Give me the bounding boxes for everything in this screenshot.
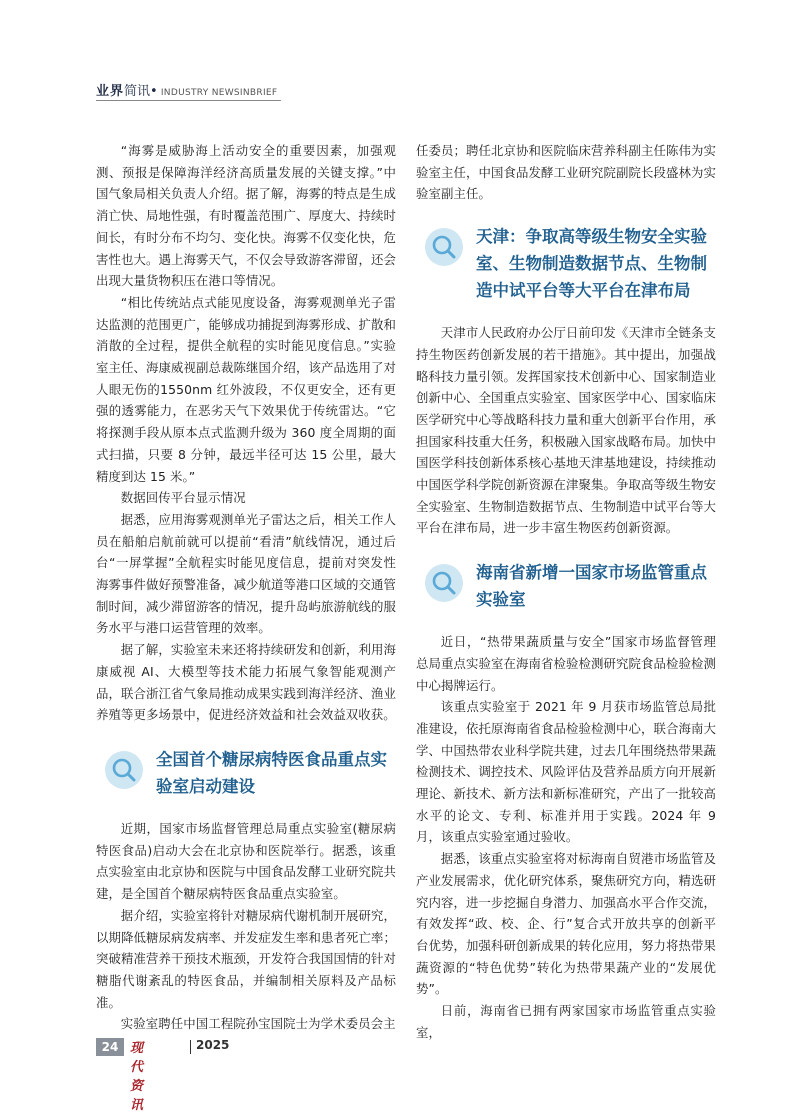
image-caption: 数据回传平台显示情况: [120, 490, 246, 506]
page-number: 24: [96, 1038, 124, 1056]
article-paragraph: “海雾是威胁海上活动安全的重要因素，加强观测、预报是保障海洋经济高质量发展的关键支撑。”中国气象局相关负责人介绍。据了解，海雾的特点是生成消亡快、局地性强，有时覆盖范围广、厚度大、持续时间长，有时分布不均匀、变化快。海雾不仅变化快，危害性也大。遇上海雾天气，不仅会导致游客滞留，还会出现大量货物积压在港口等情况。: [96, 143, 396, 289]
article-paragraph: 实验室聘任中国工程院孙宝国院士为学术委员会主: [120, 1016, 396, 1032]
magnifier-icon: [424, 563, 464, 603]
article-paragraph: 据悉，该重点实验室将对标海南自贸港市场监管及产业发展需求，优化研究体系，聚焦研究方向，精选研究内容，进一步挖掘自身潜力、加强高水平合作交流，有效发挥“政、校、企、行”复合式开放共享的创新平台优势，加强科研创新成果的转化应用，努力将热带果蔬资源的“特色优势”转化为热带果蔬产业的“发展优势”。: [416, 851, 716, 997]
article-paragraph: 近期，国家市场监督管理总局重点实验室(糖尿病特医食品)启动大会在北京协和医院举行。据悉，该重点实验室由北京协和医院与中国食品发酵工业研究院共建，是全国首个糖尿病特医食品重点实验室。: [96, 820, 396, 902]
section-subtitle-en: INDUSTRY NEWSINBRIEF: [157, 88, 278, 98]
article-paragraph: 天津市人民政府办公厅日前印发《天津市全链条支持生物医药创新发展的若干措施》。其中提出，加强战略科技力量引领。发挥国家技术创新中心、国家制造业创新中心、全国重点实验室、国家医学中心、国家临床医学研究中心等战略科技力量和重大创新平台作用，承担国家科技重大任务，积极融入国家战略布局。加快中国医学科技创新体系核心基地天津基地建设，持续推动中国医学科学院创新资源在津聚集。争取高等级生物安全实验室、生物制造数据节点、生物制造中试平台等大平台在津布局，进一步丰富生物医药创新资源。: [416, 325, 716, 536]
news-heading: [416, 559, 716, 613]
section-brand: 业界: [96, 84, 125, 99]
issue-year: 2025: [196, 1038, 230, 1052]
article-paragraph: 日前，海南省已拥有两家国家市场监管重点实验室，: [416, 1003, 716, 1040]
news-heading-text: 天津：争取高等级生物安全实验室、生物制造数据节点、生物制造中试平台等大平台在津布局: [476, 227, 707, 301]
footer-separator: [190, 1040, 191, 1054]
news-heading-text: 海南省新增一国家市场监管重点实验室: [476, 563, 707, 610]
news-heading: [96, 746, 396, 800]
news-heading-text: 全国首个糖尿病特医食品重点实验室启动建设: [156, 749, 387, 796]
right-column: [416, 140, 716, 1044]
article-paragraph: 据了解，实验室未来还将持续研发和创新，利用海康威视 AI、大模型等技术能力拓展气象智能观测产品，联合浙江省气象局推动成果实践到海洋经济、渔业养殖等更多场景中，促进经济效益和社会效益双收获。: [96, 642, 396, 723]
article-paragraph: 据介绍，实验室将针对糖尿病代谢机制开展研究，以期降低糖尿病发病率、并发症发生率和患者死亡率；突破精准营养干预技术瓶颈，开发符合我国国情的针对糖脂代谢紊乱的特医食品，并编制相关原料及产品标准。: [96, 907, 396, 1010]
magazine-name: 现代资讯: [130, 1041, 144, 1113]
page-header: [96, 80, 736, 100]
article-paragraph: 该重点实验室于 2021 年 9 月获市场监管总局批准建设，依托原海南省食品检验检测中心，联合海南大学、中国热带农业科学院共建，过去几年围绕热带果蔬检测技术、调控技术、风险评估及营养品质方向开展新理论、新技术、新方法和新标准研究，产出了一批较高水平的论文、专利、标准并用于实践。2024 年 9 月，该重点实验室通过验收。: [416, 699, 716, 845]
left-column: [96, 140, 396, 1035]
article-paragraph: 任委员；聘任北京协和医院临床营养科副主任陈伟为实验室主任，中国食品发酵工业研究院副院长段盛林为实验室副主任。: [416, 143, 716, 202]
article-paragraph: 据悉，应用海雾观测单光子雷达之后，相关工作人员在船舶启航前就可以提前“看清”航线情况，通过后台“一屏掌握”全航程实时能见度信息，提前对突发性海雾事件做好预警准备，减少航道等港口区域的交通管制时间，减少滞留游客的情况，提升岛屿旅游航线的服务水平与港口运营管理的效率。: [96, 511, 396, 636]
article-paragraph: 近日，“热带果蔬质量与安全”国家市场监督管理总局重点实验室在海南省检验检测研究院食品检验检测中心揭牌运行。: [416, 634, 716, 693]
magnifier-icon: [424, 227, 464, 267]
header-rule: [96, 100, 281, 101]
news-heading: [416, 223, 716, 304]
section-brand-suffix: 简讯•: [124, 84, 158, 99]
magnifier-icon: [104, 750, 144, 790]
article-paragraph: “相比传统站点式能见度设备，海雾观测单光子雷达监测的范围更广，能够成功捕捉到海雾形成、扩散和消散的全过程，提供全航程的实时能见度信息。”实验室主任、海康威视副总裁陈继国介绍，该产品选用了对人眼无伤的1550nm 红外波段，不仅更安全，还有更强的透雾能力，在恶劣天气下效果优于传统雷达。“它将探测手段从原本点式监测升级为 360 度全周期的面式扫描，只要 8 分钟，最远半径可达 15 公里，最大精度到达 15 米。”: [96, 294, 396, 484]
